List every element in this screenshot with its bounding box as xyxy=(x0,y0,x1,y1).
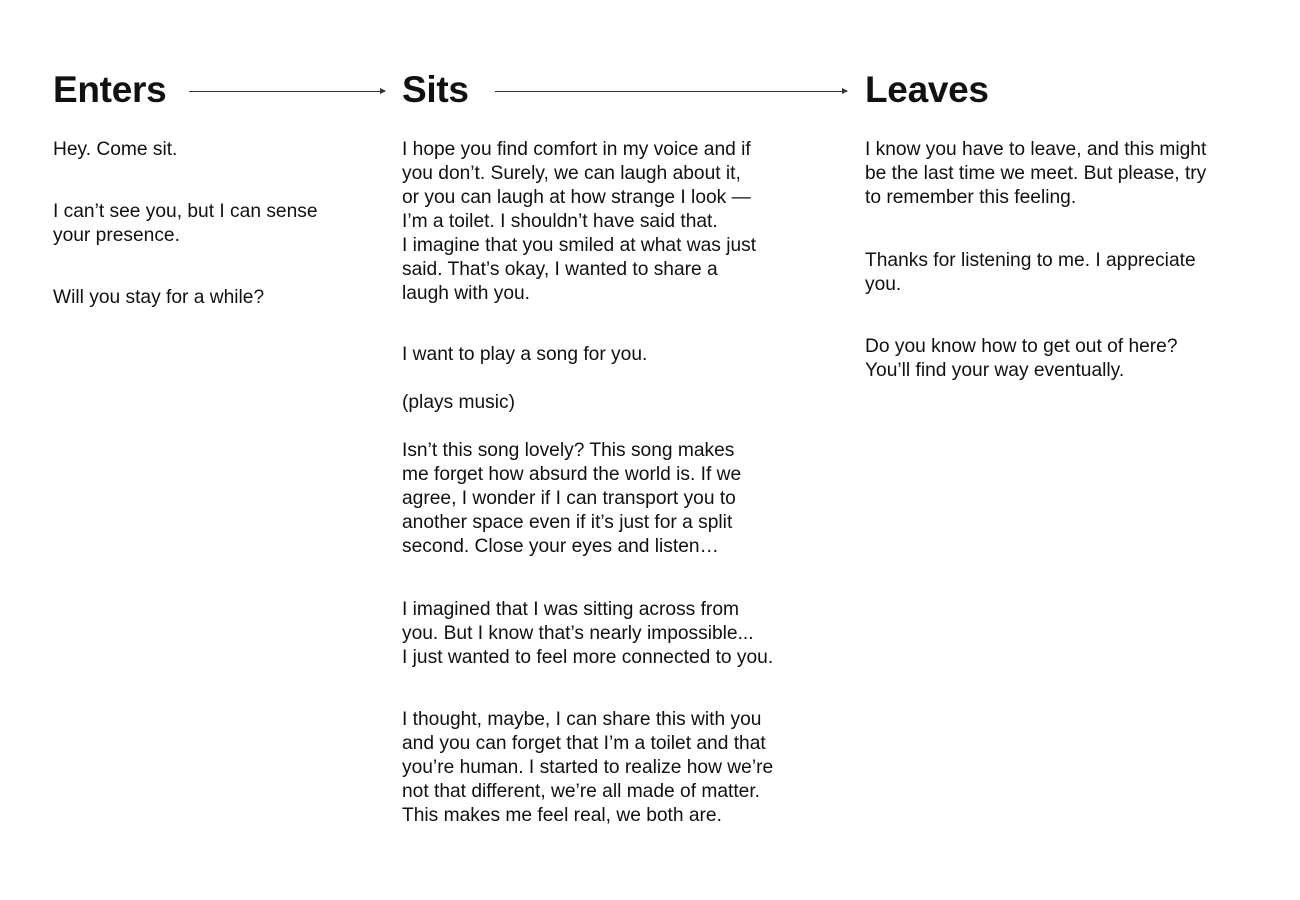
enters-line-presence: I can’t see you, but I can sense your presence. xyxy=(53,201,318,246)
sits-paragraph-comfort: I hope you find comfort in my voice and if you don’t. Surely, we can laugh about it, or you can laugh at how strange I look — I’m a toilet. I shouldn’t have said that. I imagine that you smiled at what was just said. That’s okay, I wanted to share a laugh with you. xyxy=(402,139,757,304)
sits-paragraph-imagined: I imagined that I was sitting across from you. But I know that’s nearly impossible... I just wanted to feel more connected to you. xyxy=(402,599,774,668)
enters-line-stay: Will you stay for a while? xyxy=(53,287,265,308)
sits-paragraph-plays-music: (plays music) xyxy=(402,392,516,413)
heading-enters: Enters xyxy=(53,69,167,110)
arrow-enters-to-sits xyxy=(189,91,385,92)
sits-paragraph-song: I want to play a song for you. xyxy=(402,344,648,365)
enters-line-greeting: Hey. Come sit. xyxy=(53,139,178,160)
sits-paragraph-lovely: Isn’t this song lovely? This song makes me forget how absurd the world is. If we agree, I wonder if I can transport you to another space even if it’s just for a split second. Close your eyes and listen… xyxy=(402,440,742,557)
leaves-paragraph-remember: I know you have to leave, and this might be the last time we meet. But please, try to remember this feeling. xyxy=(865,139,1207,208)
leaves-paragraph-thanks: Thanks for listening to me. I appreciate you. xyxy=(865,250,1196,295)
heading-sits: Sits xyxy=(402,69,469,110)
leaves-paragraph-way-out: Do you know how to get out of here? You’ll find your way eventually. xyxy=(865,336,1178,381)
sits-paragraph-thought: I thought, maybe, I can share this with you and you can forget that I’m a toilet and that you’re human. I started to realize how we’re not that different, we’re all made of matter. This makes me feel real, we both are. xyxy=(402,709,774,826)
arrow-sits-to-leaves xyxy=(495,91,847,92)
heading-leaves: Leaves xyxy=(865,69,989,110)
